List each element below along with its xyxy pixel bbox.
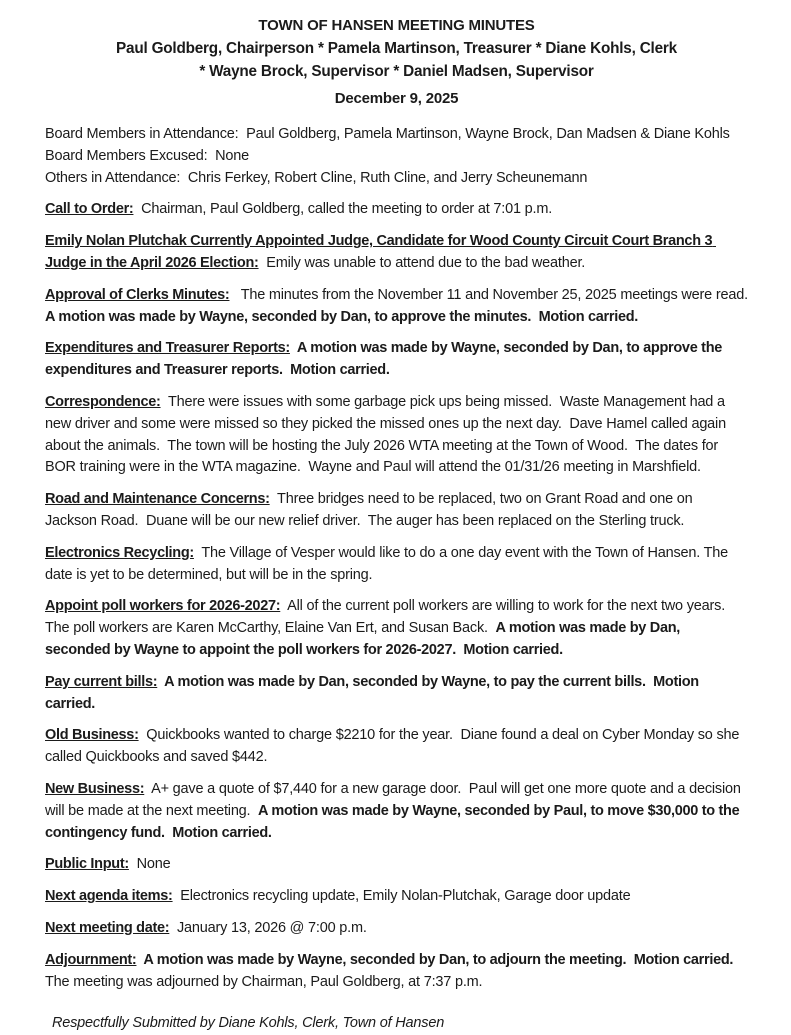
section-emily-nolan-plutchak [45, 231, 748, 275]
attendance-block [45, 124, 748, 189]
section-heading: Next meeting date: [45, 919, 170, 936]
section-body: A+ gave a quote of $7,440 for a new garage door. Paul will get one more quote and a decision will be made at the next meeting. [45, 780, 745, 819]
attendance-present-value: Paul Goldberg, Pamela Martinson, Wayne Brock, Dan Madsen & Diane Kohls [238, 126, 730, 142]
section-electronics-recycling [45, 543, 748, 587]
section-body: The meeting was adjourned by Chairman, Paul Goldberg, at 7:37 p.m. [45, 973, 483, 990]
section-heading: Call to Order: [45, 201, 134, 218]
section-heading: Emily Nolan Plutchak Currently Appointed Judge, Candidate for Wood County Circuit Court Branch 3 Judge in the April 2026 Election: [45, 233, 716, 271]
section-heading: Electronics Recycling: [45, 544, 194, 561]
motion-text: A motion was made by Wayne, seconded by Paul, to move $30,000 to the contingency fund. Motion carried. [45, 802, 744, 841]
section-expenditures-treasurer-reports [45, 338, 748, 382]
attendance-excused-label: Board Members Excused: [45, 147, 208, 164]
section-body: Chairman, Paul Goldberg, called the meeting to order at 7:01 p.m. [133, 201, 553, 218]
section-next-meeting-date [45, 918, 748, 940]
attendance-excused-line [45, 148, 249, 164]
section-heading: Appoint poll workers for 2026-2027: [45, 598, 281, 615]
attendance-present-line [45, 126, 730, 142]
section-pay-current-bills [45, 672, 748, 716]
section-body: Three bridges need to be replaced, two on Grant Road and one on Jackson Road. Duane will be our new relief driver. The auger has been replaced on the Sterling truck. [45, 491, 697, 529]
attendance-others-label: Others in Attendance: [45, 169, 181, 186]
attendance-others-value: Chris Ferkey, Robert Cline, Ruth Cline, and Jerry Scheunemann [180, 169, 588, 186]
officers-line-1: Paul Goldberg, Chairperson * Pamela Martinson, Treasurer * Diane Kohls, Clerk [116, 40, 677, 57]
attendance-excused-value: None [207, 147, 249, 164]
section-body: Quickbooks wanted to charge $2210 for the year. Diane found a deal on Cyber Monday so she called Quickbooks and saved $442. [45, 727, 744, 766]
section-heading: Pay current bills: [45, 673, 158, 690]
officers-line-2: * Wayne Brock, Supervisor * Daniel Madsen, Supervisor [199, 63, 594, 80]
section-body: January 13, 2026 @ 7:00 p.m. [169, 919, 367, 936]
section-appoint-poll-workers [45, 596, 748, 661]
document-title: TOWN OF HANSEN MEETING MINUTES [258, 17, 535, 34]
attendance-present-label: Board Members in Attendance: [45, 126, 239, 142]
section-body: There were issues with some garbage pick ups being missed. Waste Management had a new driver and some were missed so they picked the missed ones up the next day. Dave Hamel called again about the animals. The town will be hosting the July 2026 WTA meeting at the Town of Wood. The dates for BOR training were in the WTA magazine. Wayne and Paul will attend the 01/31/26 meeting in Marshfield. [45, 393, 730, 476]
motion-text: A motion was made by Dan, seconded by Wayne, to pay the current bills. Motion carried. [45, 673, 703, 712]
section-heading: Public Input: [45, 856, 129, 873]
section-body: All of the current poll workers are willing to work for the next two years. The poll workers are Karen McCarthy, Elaine Van Ert, and Susan Back. [45, 598, 729, 637]
motion-text: A motion was made by Wayne, seconded by Dan, to approve the minutes. Motion carried. [45, 308, 639, 325]
motion-text: A motion was made by Dan, seconded by Wayne to appoint the poll workers for 2026-2027. Motion carried. [45, 620, 684, 658]
section-road-maintenance-concerns [45, 489, 748, 533]
section-heading: Adjournment: [45, 951, 137, 968]
section-heading: Old Business: [45, 727, 139, 744]
section-heading: Road and Maintenance Concerns: [45, 491, 270, 508]
meeting-date: December 9, 2025 [334, 90, 459, 107]
section-body: Electronics recycling update, Emily Nolan-Plutchak, Garage door update [172, 888, 631, 905]
section-next-agenda-items [45, 886, 748, 908]
document-header [45, 14, 748, 110]
clerk-signature: Respectfully Submitted by Diane Kohls, Clerk, Town of Hansen [52, 1015, 445, 1032]
section-heading: Correspondence: [45, 393, 161, 410]
section-call-to-order [45, 199, 748, 221]
section-new-business [45, 779, 748, 844]
section-body: Emily was unable to attend due to the bad weather. [258, 254, 586, 271]
section-body: The minutes from the November 11 and November 25, 2025 meetings were read. [229, 286, 756, 303]
section-correspondence [45, 392, 748, 479]
section-heading: Next agenda items: [45, 888, 173, 905]
section-adjournment [45, 950, 748, 994]
motion-text: A motion was made by Wayne, seconded by Dan, to approve the expenditures and Treasurer reports. Motion carried. [45, 340, 726, 379]
section-body: None [128, 856, 171, 873]
section-body: The Village of Vesper would like to do a one day event with the Town of Hansen. The date is yet to be determined, but will be in the spring. [45, 544, 732, 583]
section-approval-of-clerks-minutes [45, 285, 756, 329]
attendance-others-line [45, 170, 587, 186]
section-heading: New Business: [45, 780, 145, 797]
section-public-input [45, 854, 748, 876]
section-old-business [45, 725, 748, 769]
section-heading: Expenditures and Treasurer Reports: [45, 340, 290, 357]
section-heading: Approval of Clerks Minutes: [45, 286, 230, 303]
motion-text: A motion was made by Wayne, seconded by Dan, to adjourn the meeting. Motion carried. [136, 951, 741, 968]
